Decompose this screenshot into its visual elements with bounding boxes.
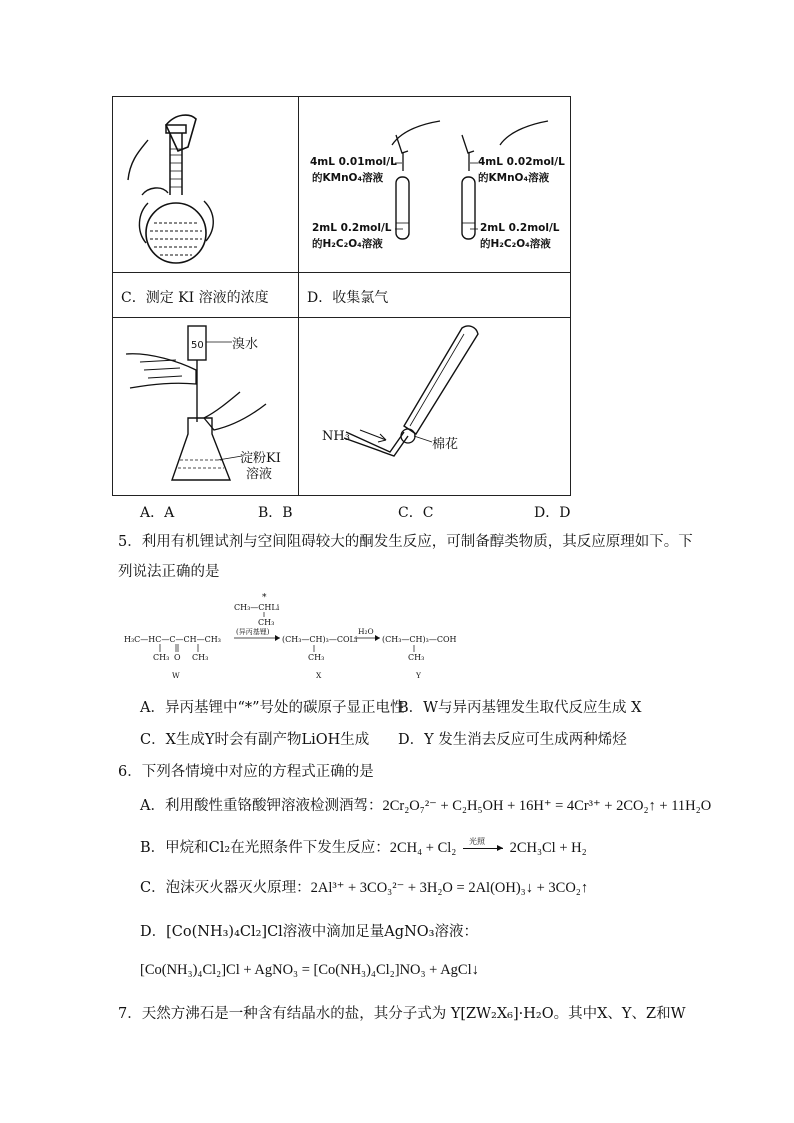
q5-option-b: B．W与异丙基锂发生取代反应生成 X: [398, 700, 642, 716]
q5-stem-line1: 5．利用有机锂试剂与空间阻碍较大的酮发生反应，可制备醇类物质，其反应原理如下。下: [118, 534, 693, 550]
q6-option-c: [140, 878, 588, 898]
q6-d-equation: [Co(NH₃)₄Cl₂]Cl + AgNO₃ = [Co(NH₃)₄Cl₂]NO₃ + AgCl↓: [140, 962, 479, 978]
reagent-top: CH₃—CHLi: [234, 603, 280, 612]
label-left-kmno4-name: 的KMnO₄溶液: [312, 172, 384, 184]
label-right-h2c2o4-conc: 2mL 0.2mol/L: [480, 222, 560, 234]
q4-option-c: C．C: [398, 505, 434, 521]
q6-c-text: C．泡沫灭火器灭火原理：: [140, 880, 311, 896]
table-divider-row2: [113, 317, 570, 318]
label-w: W: [172, 671, 180, 680]
q5-stem-line2: 列说法正确的是: [118, 564, 220, 580]
figure-gas-collection: [304, 322, 566, 482]
q6-b-arrow: [461, 837, 505, 855]
w-sub-right: CH₃: [192, 653, 209, 662]
y-sub: CH₃: [408, 653, 425, 662]
reagent-label: (异丙基锂): [236, 628, 270, 636]
table-divider-vertical: [298, 97, 299, 495]
x-sub: CH₃: [308, 653, 325, 662]
q6-option-b: [140, 838, 587, 858]
label-right-h2c2o4-name: 的H₂C₂O₄溶液: [480, 238, 551, 250]
x-formula: (CH₃—CH)₃—COLi: [282, 635, 358, 644]
label-left-kmno4-conc: 4mL 0.01mol/L: [310, 156, 397, 168]
label-y: Y: [416, 671, 421, 680]
q5-reaction-scheme: [120, 590, 460, 682]
label-right-kmno4-conc: 4mL 0.02mol/L: [478, 156, 565, 168]
caption-c: C．测定 KI 溶液的浓度: [121, 290, 269, 306]
label-left-h2c2o4-name: 的H₂C₂O₄溶液: [312, 238, 383, 250]
label-x: X: [316, 671, 322, 680]
reagent-star: *: [262, 593, 267, 603]
caption-d: D．收集氯气: [307, 290, 389, 306]
label-left-h2c2o4-conc: 2mL 0.2mol/L: [312, 222, 392, 234]
figure-titration: [120, 322, 290, 492]
table-divider-row1: [113, 272, 570, 273]
q6-option-a: [140, 796, 711, 816]
figure-volumetric-flask: [118, 105, 288, 265]
q5-option-a: A．异丙基锂中“*”号处的碳原子显正电性: [140, 700, 405, 716]
q7-stem: 7．天然方沸石是一种含有结晶水的盐，其分子式为 Y[ZW₂X₆]·H₂O。其中X、Y、Z和W: [118, 1006, 686, 1022]
q6-a-text: A．利用酸性重铬酸钾溶液检测酒驾：: [140, 798, 383, 814]
reagent-bottom: CH₃: [258, 618, 275, 627]
q6-c-equation: 2Al³⁺ + 3CO₃²⁻ + 3H₂O = 2Al(OH)₃↓ + 3CO₂↑: [310, 880, 589, 896]
label-starch-ki: 淀粉KI: [240, 451, 281, 466]
q5-option-c: C．X生成Y时会有副产物LiOH生成: [140, 732, 370, 748]
label-nh3: NH₃: [322, 429, 350, 444]
q6-stem: 6．下列各情境中对应的方程式正确的是: [118, 764, 374, 780]
q6-b-right: 2CH₃Cl + H₂: [509, 840, 587, 856]
w-formula: H₃C—HC—C—CH—CH₃: [124, 635, 221, 644]
label-bromine-water: 溴水: [232, 337, 259, 352]
q4-option-a: A．A: [140, 505, 175, 521]
q6-option-d: D．[Co(NH₃)₄Cl₂]Cl溶液中滴加足量AgNO₃溶液：: [140, 924, 478, 940]
w-sub-left: CH₃: [153, 653, 170, 662]
y-formula: (CH₃—CH)₃—COH: [382, 635, 457, 644]
q6-a-equation: 2Cr₂O₇²⁻ + C₂H₅OH + 16H⁺ = 4Cr³⁺ + 2CO₂↑ + 11H₂O: [382, 798, 712, 814]
q6-b-condition: 光照: [468, 837, 485, 846]
burette-mark: 50: [191, 340, 204, 351]
q4-option-b: B．B: [258, 505, 293, 521]
label-solution: 溶液: [246, 467, 273, 482]
figure-test-tubes: [304, 105, 566, 255]
water-reagent: H₂O: [358, 627, 374, 636]
w-sub-mid: O: [174, 653, 181, 662]
q6-b-left: 2CH₄ + Cl₂: [389, 840, 457, 856]
label-cotton: 棉花: [432, 437, 459, 452]
q6-b-text: B．甲烷和Cl₂在光照条件下发生反应：: [140, 840, 390, 856]
q4-option-d: D．D: [534, 505, 571, 521]
q5-option-d: D．Y 发生消去反应可生成两种烯烃: [398, 732, 627, 748]
label-right-kmno4-name: 的KMnO₄溶液: [478, 172, 550, 184]
